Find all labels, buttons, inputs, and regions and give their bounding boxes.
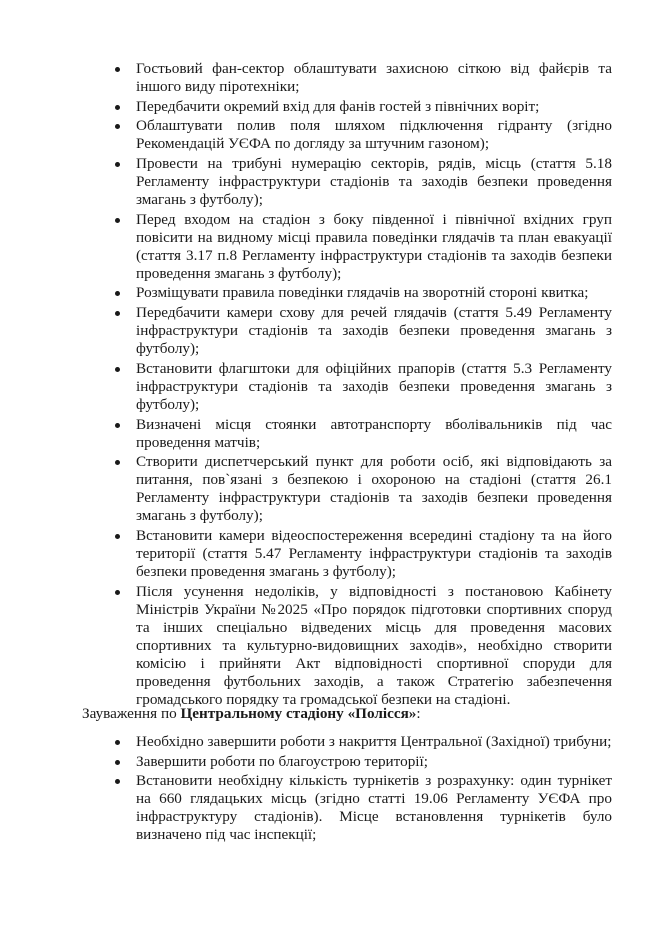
bullet-icon: [115, 460, 120, 465]
bullet-icon: [115, 67, 120, 72]
list-item: [0, 583, 665, 709]
list-item-text: Облаштувати полив поля шляхом підключення гідранту (згідно Рекомендацій УЄФА по догляду за штучним газоном);: [136, 117, 612, 153]
list-item: [0, 753, 665, 771]
list-item: [0, 98, 665, 116]
list-item: [0, 155, 665, 209]
list-item: [0, 733, 665, 751]
list-item-text: Встановити флагштоки для офіційних прапорів (стаття 5.3 Регламенту інфраструктури стадіонів та заходів безпеки проведення змагань з футболу);: [136, 359, 612, 413]
requirements-list-1: [0, 60, 665, 710]
list-item-text: Необхідно завершити роботи з накриття Центральної (Західної) трибуни;: [136, 733, 612, 750]
list-item-text: Завершити роботи по благоустрою території;: [136, 752, 428, 770]
list-item: [0, 527, 665, 581]
list-item-text: Визначені місця стоянки автотранспорту вболівальників під час проведення матчів;: [136, 415, 612, 451]
list-item-text: Розміщувати правила поведінки глядачів на зворотній стороні квитка;: [136, 284, 589, 302]
list-item: [0, 60, 665, 96]
bullet-icon: [115, 124, 120, 129]
section-heading: [82, 705, 622, 723]
list-item-text: Гостьовий фан-сектор облаштувати захисною сіткою від файєрів та іншого виду піротехніки;: [136, 60, 612, 95]
list-item-text: Передбачити окремий вхід для фанів гостей з північних воріт;: [136, 97, 540, 115]
bullet-icon: [115, 218, 120, 223]
bullet-icon: [115, 760, 120, 765]
heading-stadium-name: Центральному стадіону «Полісся»: [180, 705, 417, 722]
list-item: [0, 211, 665, 283]
list-item-text: Передбачити камери схову для речей глядачів (стаття 5.49 Регламенту інфраструктури стадіонів та заходів безпеки проведення змагань з футболу);: [136, 304, 612, 358]
list-item-text: Створити диспетчерський пункт для роботи осіб, які відповідають за питання, пов`язані з безпекою і охороною на стадіоні (стаття 26.1 Регламенту інфраструктури стадіонів та заходів безпеки проведення змагань з футболу);: [136, 453, 612, 525]
list-item-text: Після усунення недоліків, у відповідності з постановою Кабінету Міністрів України №2025 «Про порядок підготовки спортивних споруд та інших спеціально відведених місць для проведення масових спортивних та культурно-видовищних заходів», необхідно створити комісію і прийняти Акт відповідності спортивної споруди для проведення футбольних заходів, а також Стратегію забезпечення громадського порядку та громадської безпеки на стадіоні.: [136, 582, 612, 708]
list-item: [0, 453, 665, 525]
bullet-icon: [115, 162, 120, 167]
list-item: [0, 772, 665, 844]
heading-suffix: :: [416, 705, 421, 722]
list-item: [0, 117, 665, 153]
bullet-icon: [115, 779, 120, 784]
list-item-text: Встановити необхідну кількість турнікетів з розрахунку: один турнікет на 660 глядацьких місць (згідно статті 19.06 Регламенту УЄФА про інфраструктуру стадіонів). Місце встановлення турнікетів було визначено під час інспекції;: [136, 772, 612, 844]
heading-prefix: Зауваження по: [82, 705, 181, 722]
bullet-icon: [115, 590, 120, 595]
list-item: [0, 284, 665, 302]
list-item: [0, 360, 665, 414]
requirements-list-2: [0, 733, 665, 846]
list-item: [0, 416, 665, 452]
bullet-icon: [115, 534, 120, 539]
bullet-icon: [115, 105, 120, 110]
bullet-icon: [115, 423, 120, 428]
bullet-icon: [115, 367, 120, 372]
bullet-icon: [115, 291, 120, 296]
list-item-text: Перед входом на стадіон з боку південної і північної вхідних груп повісити на видному місці правила поведінки глядачів та план евакуації (стаття 3.17 п.8 Регламенту інфраструктури стадіонів та заходів безпеки проведення змагань з футболу);: [136, 210, 612, 282]
bullet-icon: [115, 740, 120, 745]
list-item: [0, 304, 665, 358]
list-item-text: Встановити камери відеоспостереження всередині стадіону та на його території (стаття 5.47 Регламенту інфраструктури стадіонів та заходів безпеки проведення змагань з футболу);: [136, 526, 612, 580]
bullet-icon: [115, 311, 120, 316]
list-item-text: Провести на трибуні нумерацію секторів, рядів, місць (стаття 5.18 Регламенту інфраструктури стадіонів та заходів безпеки проведення змагань з футболу);: [136, 155, 612, 209]
